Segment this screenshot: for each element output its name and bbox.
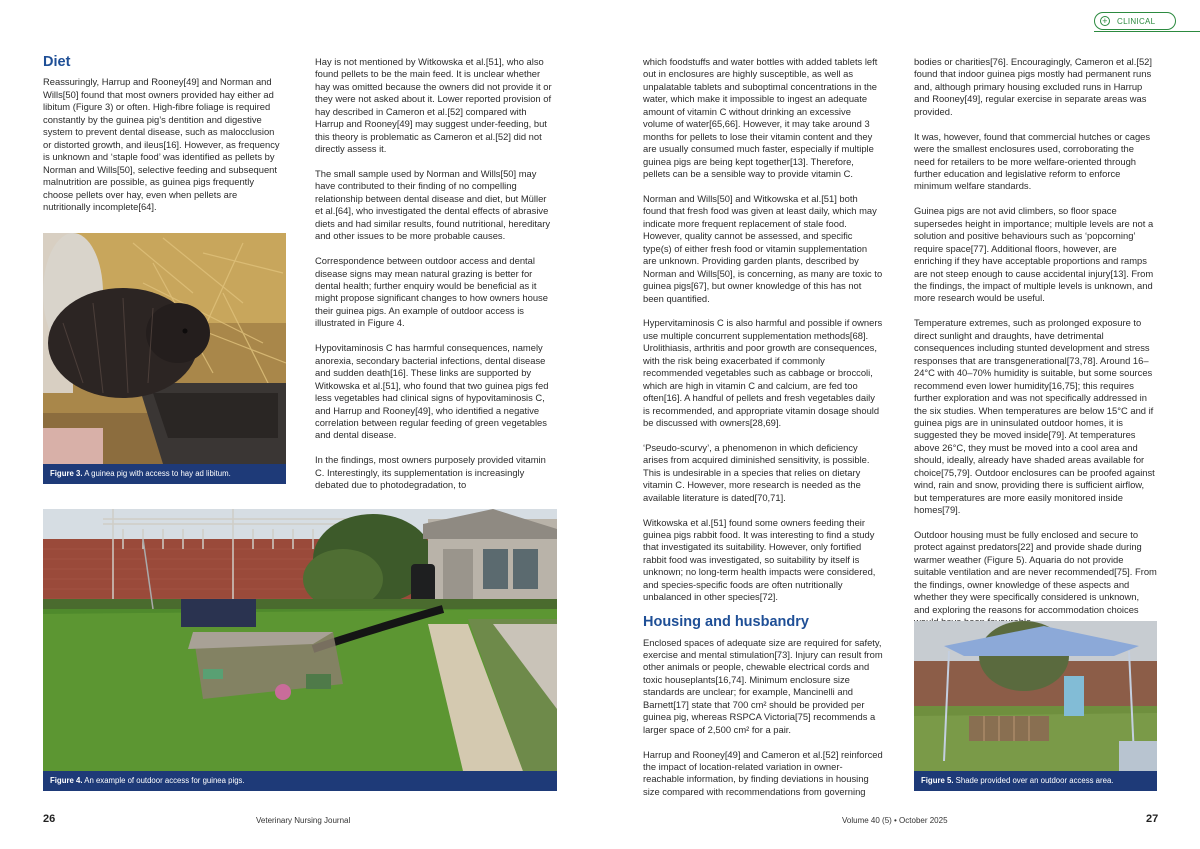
figure-3-caption bbox=[43, 464, 286, 484]
figure-3-photo bbox=[43, 233, 286, 464]
paragraph: The small sample used by Norman and Wills[50] may have contributed to their finding of no compelling relationship between dental disease and diet, but Müller et al.[64], who investigated the dental effects of abrasive diets and had similar results, found nutritional, hereditary and other issues to be more probable causes. bbox=[315, 168, 551, 242]
column-1 bbox=[43, 56, 283, 226]
paragraph: Enclosed spaces of adequate size are required for safety, exercise and mental stimulation[73]. Injury can result from other animals or people, chewable electrical cords and toxic houseplants[16,74]. Minimum enclosure size standards are unclear; for example, Mancinelli and Barnett[17] state that 700 cm² should be provided per guinea pig, whereas RSPCA Victoria[75] recommends a larger space of 2,500 cm² for a pair. bbox=[643, 636, 883, 735]
paragraph: Outdoor housing must be fully enclosed and secure to protect against predators[22] and provide shade during warmer weather (Figure 5). Aquaria do not provide suitable ventilation and are never recommended[75]. From the findings, owner knowledge of these aspects and whether they were specifically considered is unknown, and exploring the reasons for accommodation choices bbox=[914, 528, 1157, 615]
caption-label: Figure 3. bbox=[50, 469, 83, 478]
paragraph: Witkowska et al.[51] found some owners feeding their guinea pigs rabbit food. It was interesting to find a study that investigated its suitability. However, only fortified rabbit food was investigated, so suitability by itself is unknown; no long-term health impacts were considered, and species-specific foods are often nutritionally unbalanced in other species[72]. bbox=[643, 516, 876, 603]
caption-label: Figure 5. bbox=[921, 776, 954, 785]
paragraph: It was, however, found that commercial hutches or cages were the smallest enclosures used, corroborating the need for retailers to be more welfare-oriented through further education and legislative reform to enforce minimum welfare standards. bbox=[914, 130, 1151, 192]
paragraph: Hay is not mentioned by Witkowska et al.[51], who also found pellets to be the main feed. It is unclear whether hay was omitted because the owners did not provide it or they were not asked about it. Lower reported provision of hay described in Cameron et al.[52] compared with Harrup and Rooney[49] may suggest under-feeding, but this theory is problematic as Cameron et al.[52] did not directly assess it. bbox=[315, 56, 552, 155]
paragraph: which foodstuffs and water bottles with added tablets left out in enclosures are highly susceptible, as well as unpalatable tablets and suboptimal concentrations in the water, which make it impossible to ingest an adequate amount of vitamin C without drinking an excessive volume of water[65,66]. However, it may take around 3 months for pellets to lose their vitamin content and they are usually consumed much faster, especially if multiple guinea pigs are being kept together[13]. Therefore, pellets can be a sensible way to provide vitamin C. bbox=[643, 56, 878, 180]
column-2 bbox=[315, 56, 555, 504]
paragraph: Correspondence between outdoor access and dental disease signs may mean natural grazing is better for dental health; further enquiry would be beneficial as it might propose significant changes to how owners house their guinea pigs. An example of outdoor access is illustrated in Figure 4. bbox=[315, 255, 548, 329]
issue-info: Volume 40 (5) • October 2025 bbox=[842, 816, 948, 825]
journal-name: Veterinary Nursing Journal bbox=[256, 816, 351, 825]
housing-heading: Housing and husbandry bbox=[643, 614, 809, 631]
paragraph: ‘Pseudo-scurvy’, a phenomenon in which deficiency arises from acquired diminished sensitivity, is possible. This is undesirable in a species that relies on dietary vitamin C. However, more research is needed as the available literature is dated[70,71]. bbox=[643, 441, 870, 503]
figure-5-caption bbox=[914, 771, 1157, 791]
paragraph: In the findings, most owners purposely provided vitamin C. Interestingly, its supplementation is increasingly debated due to photodegradation, to bbox=[315, 454, 546, 491]
paragraph: Temperature extremes, such as prolonged exposure to direct sunlight and draughts, have detrimental consequences including stunted development and stress responses that are transgenerational[73,78]. Around 16–24°C with 40–70% humidity is suitable, but some sources recommend even lower humidity[16,75]; this requires further exploration and was not specifically addressed in the six studies. When temperatures are below 15°C and if guinea pigs are in uninsulated outdoor homes, it is suggested they be moved inside[79]. At temperatures above 26°C, they must be moved into a cool area and should, ideally, already have shaded areas available for choice[75,79]. Outdoor enclosures can be proofed against wind, rain and snow, providing there is sufficient airflow, but temperatures are more easily monitored inside homes[79]. bbox=[914, 317, 1155, 516]
paragraph: Hypervitaminosis C is also harmful and possible if owners use multiple concurrent supplementation methods[68]. Urolithiasis, arthritis and poor growth are consequences, with the risk being exacerbated if commonly recommended vegetables such as cabbage or broccoli, which are high in vitamin C and calcium, are fed too often[16]. A handful of pellets and fresh vegetables daily is recommended, and appropriate vitamin dosage should be discussed with owners[28,69]. bbox=[643, 317, 883, 429]
left-page-number: 26 bbox=[43, 813, 56, 825]
paragraph: Hypovitaminosis C has harmful consequences, namely anorexia, secondary bacterial infections, dental disease and sudden death[16]. These links are supported by Witkowska et al.[51], who found that two guinea pigs fed less vegetables had clinical signs of hypovitaminosis C, and Harrup and Rooney[49], who identified a negative correlation between regular feeding of green vegetables and dental disease. bbox=[315, 342, 549, 441]
caption-label: Figure 4. bbox=[50, 776, 83, 785]
column-4 bbox=[914, 56, 1157, 641]
caption-text: Shade provided over an outdoor access area. bbox=[955, 776, 1114, 785]
column-3 bbox=[643, 56, 883, 811]
figure-5-photo bbox=[914, 621, 1157, 771]
paragraph: Harrup and Rooney[49] and Cameron et al.[52] reinforced the impact of location-related variation in owner-reachable information, by finding deviations in housing size compared with recommendations from governing bbox=[643, 748, 883, 797]
caption-text: An example of outdoor access for guinea pigs. bbox=[84, 776, 245, 785]
right-page-number: 27 bbox=[1146, 813, 1159, 825]
caption-text: A guinea pig with access to hay ad libitum. bbox=[84, 469, 231, 478]
paragraph: Guinea pigs are not avid climbers, so floor space supersedes height in importance; multiple levels are not a solution and positive behaviours such as ‘popcorning’ require space[77]. Additional floors, however, are enriching if they have acceptable proportions and ramps are not steep enough to cause accidental injury[13]. From the findings, the impact of multiple levels is unknown, and more research would be useful. bbox=[914, 205, 1154, 304]
section-badge-label: CLINICAL bbox=[1117, 17, 1156, 26]
plus-circle-icon: + bbox=[1100, 16, 1110, 26]
paragraph: bodies or charities[76]. Encouragingly, Cameron et al.[52] found that indoor guinea pigs mostly had permanent runs and, although primary housing excluded runs in Harrup and Rooney[49], regular exercise in separate areas was provided. bbox=[914, 56, 1152, 117]
figure-4-photo bbox=[43, 509, 557, 771]
paragraph: Norman and Wills[50] and Witkowska et al.[51] both found that fresh food was given at least daily, which may indicate more frequent replacement of stale food. However, quality cannot be assessed, and specific type(s) of either fresh food or vitamin supplementation are unknown. Providing garden plants, described by Norman and Wills[50], is concerning, as many are toxic to guinea pigs[67], but owner knowledge of this has not been quantified. bbox=[643, 192, 883, 304]
paragraph: Reassuringly, Harrup and Rooney[49] and Norman and Wills[50] found that most owners provided hay either ad libitum (Figure 3) or often. High-fibre foliage is required constantly by the guinea pig’s dentition and digestive system to prevent dental disease, such as malocclusion or distorted growth, and ileus[16]. However, as frequency is unknown and ‘staple food’ was identified as pellets by Norman and Wills[50], selective feeding and subsequent malnutrition are possible, as guinea pigs frequently choose pellets over hay, even when pellets are nutritionally incomplete[64]. bbox=[43, 76, 280, 212]
figure-4-caption bbox=[43, 771, 557, 791]
section-badge bbox=[1094, 12, 1176, 30]
badge-rule bbox=[1094, 31, 1200, 32]
diet-heading: Diet bbox=[43, 54, 71, 70]
